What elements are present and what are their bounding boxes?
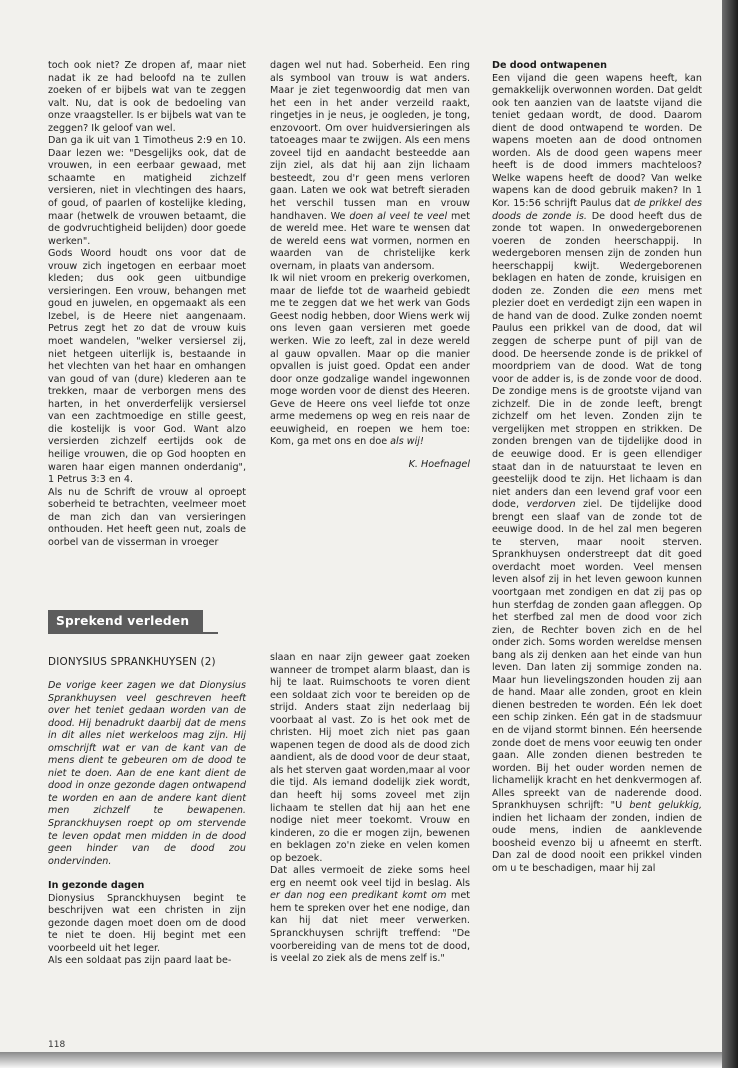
text-run: ziel. De tijdelijke dood brengt een slaaf van de zonde tot de eeuwige dood. In de hel zal men begeren te sterven, maar nooit sterven. Sprankhuysen onderstreept dat dit goed overdacht moet worden. Veel mensen leven alsof zij in het leven gewoon kunnen voortgaan met zondigen en dat zij pas op hun sterfdag de zonden gaan afleggen. Op het sterfbed zal men de dood voor zich zien, de Rechter boven zich en de hel onder zich. Soms worden wereldse mensen bang als zij denken aan het einde van hun leven. Dan laten zij sommige zonden na. Maar hun lievelingszonden houden zij aan de hand. Maar alle zonden, groot en klein dienen bestreden te worden. Eén lek doet een schip zinken. Eén gat in de stadsmuur en de vijand stormt binnen. Eén heersende zonde doet de mens voor eeuwig ten onder gaan. Alle zonden dienen bestreden te worden. Bij het ouder worden nemen de lichamelijk kracht en het denkvermogen af. Alles spreekt van de naderende dood. Sprankhuysen schrijft: "U xyxy=(492,499,702,812)
paragraph: Dan ga ik uit van 1 Timotheus 2:9 en 10. Daar lezen we: "Desgelijks ook, dat de vrouwen, in een eerbaar gewaad, met schaamte en matigheid zichzelf versieren, niet in vlechtingen des haars, of goud, of paarlen of kostelijke kleding, maar (hetwelk de vrouwen betaamt, die de godvruchtigheid belijden) door goede werken". xyxy=(48,135,246,247)
banner-rule xyxy=(48,632,218,634)
page-number: 118 xyxy=(48,1040,66,1050)
text-run: Een vijand die geen wapens heeft, kan gemakkelijk overwonnen worden. Dat geldt ook ten aanzien van de laatste vijand die teniet gedaan wordt, de dood. Daarom dient de dood ontwapend te worden. De wapens moeten aan de dood ontnomen worden. Als de dood geen wapens meer heeft is de dood immers machteloos? Welke wapens heeft de dood? Van welke wapens kan de dood gebruik maken? In 1 Kor. 15:56 schrijft Paulus dat xyxy=(492,72,702,210)
italic-text: er dan nog een predikant komt om xyxy=(270,890,447,902)
text-run: Dat alles vermoeit de zieke soms heel erg en neemt ook veel tijd in beslag. Als xyxy=(270,865,470,889)
text-run: Ik wil niet vroom en prekerig overkomen, maar de liefde tot de waarheid gebiedt me te zeggen dat we het werk van Gods Geest nodig hebben, door Wiens werk wij ons leven gaan versieren met goede werken. Wie zo leeft, zal in deze wereld al gauw opvallen. Maar op die manier opvallen is juist goed. Opdat een ander door onze godzalige wandel ingewonnen moge worden voor de dienst des Heeren. Geve de Heere ons veel liefde tot onze arme medemens op weg en reis naar de eeuwigheid, en roepen we hem toe: Kom, ga met ons en doe xyxy=(270,273,470,448)
paragraph xyxy=(270,273,470,449)
page-edge-shadow xyxy=(0,1052,722,1068)
paragraph: toch ook niet? Ze dropen af, maar niet nadat ik ze had beloofd na te zullen zoeken of er bijbels wat van te zeggen valt. Nu, dat is ook de bedoeling van onze vraagsteller. Is er bijbels wat van te zeggen? Ik geloof van wel. xyxy=(48,60,246,134)
italic-text: doen al veel te veel xyxy=(349,210,448,222)
text-run: De dood heeft dus de zonde tot wapen. In onwedergeborenen voeren de zonden heerschappij. In wedergeboren mensen zijn de zonden hun heerschappij kwijt. Wedergeborenen beklagen en haten de zonde, kruisigen en doden ze. Zonden die xyxy=(492,210,702,297)
italic-text: de prikkel des doods de zonde is. xyxy=(492,198,702,222)
text-run: met hem te spreken over het ene nodige, dan kan hij dat niet meer verwerken. Spranckhuysen schrijft treffend: "De voorbereiding van de mens tot de dood, is veelal zo ziek als de mens zelf is." xyxy=(270,890,470,965)
article-title: DIONYSIUS SPRANKHUYSEN (2) xyxy=(48,656,216,668)
paragraph-gap xyxy=(48,868,246,880)
paragraph: Als een soldaat pas zijn paard laat be- xyxy=(48,955,232,967)
author-signature: K. Hoefnagel xyxy=(408,458,470,470)
paragraph: slaan en naar zijn geweer gaat zoeken wanneer de trompet alarm blaast, dan is hij te laat. Ruimschoots te voren dient een soldaat zich voor te bereiden op de strijd. Anders staat zijn nederlaag bij voorbaat al vast. Zo is het ook met de christen. Hij moet zich niet pas gaan wapenen tegen de dood als de dood zich aandient, als de dood voor de deur staat, als het sterven gaat worden,maar al voor die tijd. Als iemand dodelijk ziek wordt, dan heeft hij soms zoveel met zijn lichaam te stellen dat hij aan het ene nodige niet meer toekomt. Vrouw en kinderen, zo die er mogen zijn, bewenen en beklagen zo'n zieke en velen komen op bezoek. xyxy=(270,652,470,864)
text-run: mens met plezier doet en verdedigt zijn een wapen in de hand van de dood. Zulke zonden noemt Paulus een prikkel van de dood, dat wil zeggen de scherpe punt of pijl van de dood. De heersende zonde is de prikkel of moordpriem van de dood. Wat de tong voor de adder is, is de zonde voor de dood. De zondige mens is de grootste vijand van zichzelf. Die in de zonde leeft, brengt zichzelf om het leven. Zonden zijn te vergelijken met stroppen en strikken. De zonden brengen van de tijdelijke dood in de eeuwige dood. Er is geen ellendiger staat dan in de natuurstaat te leven en geestelijk dood te zijn. Het lichaam is dan niet anders dan een levend graf voor een dode, xyxy=(492,285,703,511)
paragraph xyxy=(270,865,470,965)
column-2-lower xyxy=(270,652,470,966)
book-gutter-shadow xyxy=(722,0,738,1068)
column-3 xyxy=(492,60,702,876)
text-run: indien het lichaam der zonden, indien de oude mens, indien de aanklevende boosheid evenzo bij u afneemt en sterft. Dan zal de dood nooit een prikkel vinden om u te beschadigen, maar hij zal xyxy=(492,812,702,874)
text-run: met de wereld mee. Het ware te wensen dat de wereld eens wat vormen, normen en waarden van de christelijke kerk overnam, in plaats van andersom. xyxy=(270,210,470,272)
paragraph: Gods Woord houdt ons voor dat de vrouw zich ingetogen en eerbaar moet kleden; dus ook geen uitbundige versieringen. Een vrouw, behangen met goud en juwelen, en opgemaakt als een Izebel, is de Heere niet aangenaam. Petrus zegt het zo dat de vrouw kuis moet wandelen, "welker versiersel zij, niet hetgeen uiterlijk is, bestaande in het vlechten van het haar en omhangen van goud of van (dure) klederen aan te trekken, maar de verborgen mens des harten, in het onverderfelijk versiersel van een zachtmoedige en stille geest, die kostelijk is voor God. Want alzo versierden zichzelf eertijds ook de heilige vrouwen, die op God hoopten en waren haar eigen mannen onderdanig", 1 Petrus 3:3 en 4. xyxy=(48,248,246,486)
text-run: dagen wel nut had. Soberheid. Een ring als symbool van trouw is wat anders. Maar je ziet tegenwoordig dat men van het een in het ander verzeild raakt, ringetjes in je neus, je oogleden, je tong, enzovoort. Om over huidversieringen als tatoeages maar te zwijgen. Als een mens zoveel tijd en aandacht besteedde aan zijn ziel, als dat hij aan zijn lichaam besteedt, zou d'r geen mens verloren gaan. Laten we ook wat betreft sieraden het verschil tussen man en vrouw handhaven. We xyxy=(270,60,470,222)
column-1-top xyxy=(48,60,246,549)
italic-text: een xyxy=(621,285,640,297)
section-heading: In gezonde dagen xyxy=(48,880,145,892)
paragraph: Als nu de Schrift de vrouw al oproept soberheid te betrachten, veelmeer moet de man zich dan van versieringen onthouden. Het heeft geen nut, zoals de oorbel van de visserman in vroeger xyxy=(48,486,246,548)
paragraph xyxy=(492,73,702,876)
italic-text: verdorven xyxy=(526,499,576,511)
section-banner: Sprekend verleden xyxy=(48,610,203,632)
italic-text: als wij! xyxy=(390,436,424,448)
section-heading: De dood ontwapenen xyxy=(492,60,607,71)
paragraph xyxy=(270,60,470,273)
column-2-top xyxy=(270,60,470,472)
paragraph: Dionysius Spranckhuysen begint te beschrijven wat een christen in zijn gezonde dagen moet doen om de dood te niet te doen. Hij begint met een voorbeeld uit het leger. xyxy=(48,892,246,954)
intro-paragraph: De vorige keer zagen we dat Dionysius Sprankhuysen veel geschreven heeft over het teniet gedaan worden van de dood. Hij benadrukt daarbij dat de mens in dit alles niet werkeloos mag zijn. Hij omschrijft wat er van de kant van de mens dient te gebeuren om de dood te niet te doen. Aan de ene kant dient de dood in onze gezonde dagen ontwapend te worden en aan de andere kant dient men zichzelf te bewapenen. Spranckhuysen roept op om stervende te leven opdat men midden in de dood geen hinder van de dood zou ondervinden. xyxy=(48,680,246,867)
column-1-lower xyxy=(48,680,246,968)
italic-text: bent gelukkig, xyxy=(629,800,702,812)
